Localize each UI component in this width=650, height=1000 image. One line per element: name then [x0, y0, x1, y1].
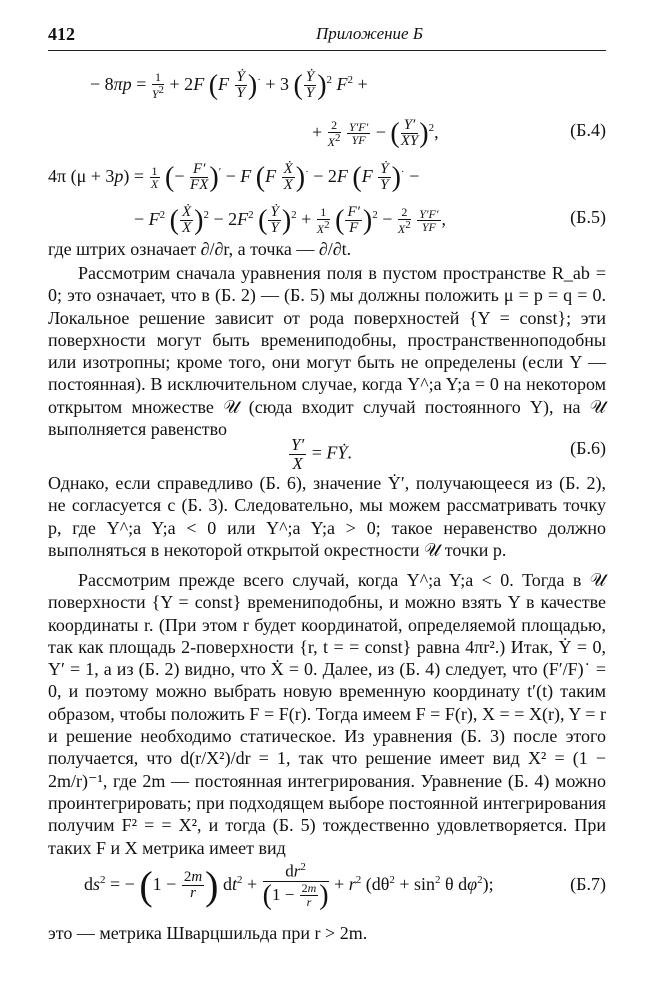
equation-label-b7: (Б.7): [570, 874, 606, 894]
equation-label-b5: (Б.5): [570, 207, 606, 227]
equation-b4-line2: + $\frac{2}{X^2}$ $\frac{Y'F'}{YF}$ − ( $\frac{Y'}{XY}$ )$^2$,: [312, 116, 439, 150]
equation-b5-line2: − $F^2$ ( $\frac{\text{Ẋ}}{X}$ )$^2 - 2F^2$ ( $\frac{\text{Ẏ}}{Y}$ )$^2$ + $\frac{1}{X^2}$ ( $\frac{F'}{F}$ )$^2$ − $\frac{2}{X^2}$ $\frac{Y'F'}{YF}$ ,: [134, 203, 447, 237]
closing-sentence: это — метрика Шварцшильда при r > 2m.: [48, 923, 368, 943]
equation-label-b4: (Б.4): [570, 120, 606, 140]
equation-b7-schwarzschild: $ds^2$ = − (1 − $\frac{2m}{r}$ ) $dt^2$ + $dr^2$ (1 − $\frac{2m}{r}$ ) + $r^2$ ($d\theta^2 + \sin^2 \theta$ $d\varphi^2$);: [84, 861, 494, 911]
running-title: Приложение Б: [316, 24, 423, 43]
derivative-note: где штрих означает ∂/∂r, а точка — ∂/∂t.: [48, 239, 352, 259]
equation-b4-line1: − 8πp = $\frac{1}{Y^2}$ + 2F (F $\frac{\text{Ẏ}}{Y}$ )· + 3 ( $\frac{\text{Ẏ}}{Y}$ )$^2$ $F^2$ +: [90, 68, 368, 102]
paragraph-vacuum-equations: Рассмотрим сначала уравнения поля в пустом пространстве R_ab = 0; это означает, что в (Б. 2) — (Б. 5) мы должны положить μ = p = q = 0. Локальное решение зависит от рода поверхностей {Y = const}; эти поверхности могут быть времениподобны, пространственноподобны или изотропны; кроме того, они могут быть не определены (если Y — постоянная). В исключительном случае, когда Y^;a Y;a = 0 на некотором открытом множестве 𝒰 (сюда входит случай постоянного Y), на 𝒰 выполняется равенство: [48, 263, 606, 440]
paragraph-timelike-case: Рассмотрим прежде всего случай, когда Y^;a Y;a < 0. Тогда в 𝒰 поверхности {Y = const} времениподобны, и можно взять Y в качестве координаты r. (При этом r будет координатой, определяемой площадью, так как площадь 2-поверхности {r, t = = const} равна 4πr².) Итак, Ẏ = 0, Y′ = 1, а из (Б. 2) видно, что Ẋ = 0. Далее, из (Б. 4) следует, что (F′/F)˙ = 0, и поэтому можно выбрать новую временную координату t′(t) таким образом, чтобы положить F = F(r). Тогда имеем F = F(r), X = = X(r), Y = r и решение необходимо статическое. Из уравнения (Б. 3) после этого получается, что d(r/X²)/dr = 1, так что решение имеет вид X² = (1 − 2m/r)⁻¹, где 2m — постоянная интегрирования. Уравнение (Б. 4) можно проинтегрировать; при подходящем выборе постоянной интегрирования получим F² = = X², и тогда (Б. 5) тождественно удовлетворяется. При таких F и X метрика имеет вид: [48, 570, 606, 858]
equation-b6: $\frac{Y'}{X}$ = FẎ.: [291, 435, 352, 473]
equation-label-b6: (Б.6): [570, 438, 606, 458]
page-header: [48, 24, 606, 51]
equation-b5-line1: 4π (μ + 3p) = $\frac{1}{X}$ (− $\frac{F'}{FX}$ )′ − F (F $\frac{\text{Ẋ}}{X}$ )· − 2F (F $\frac{\text{Ẏ}}{Y}$ )· −: [48, 160, 420, 194]
paragraph-inequality: Однако, если справедливо (Б. 6), значение Ẏ′, получающееся из (Б. 2), не согласуется с (Б. 3). Следовательно, мы можем рассматривать точку p, где Y^;a Y;a < 0 или Y^;a Y;a > 0; такое неравенство должно выполняться в некоторой открытой окрестности 𝒰 точки p.: [48, 473, 606, 560]
page-number: 412: [48, 24, 75, 44]
